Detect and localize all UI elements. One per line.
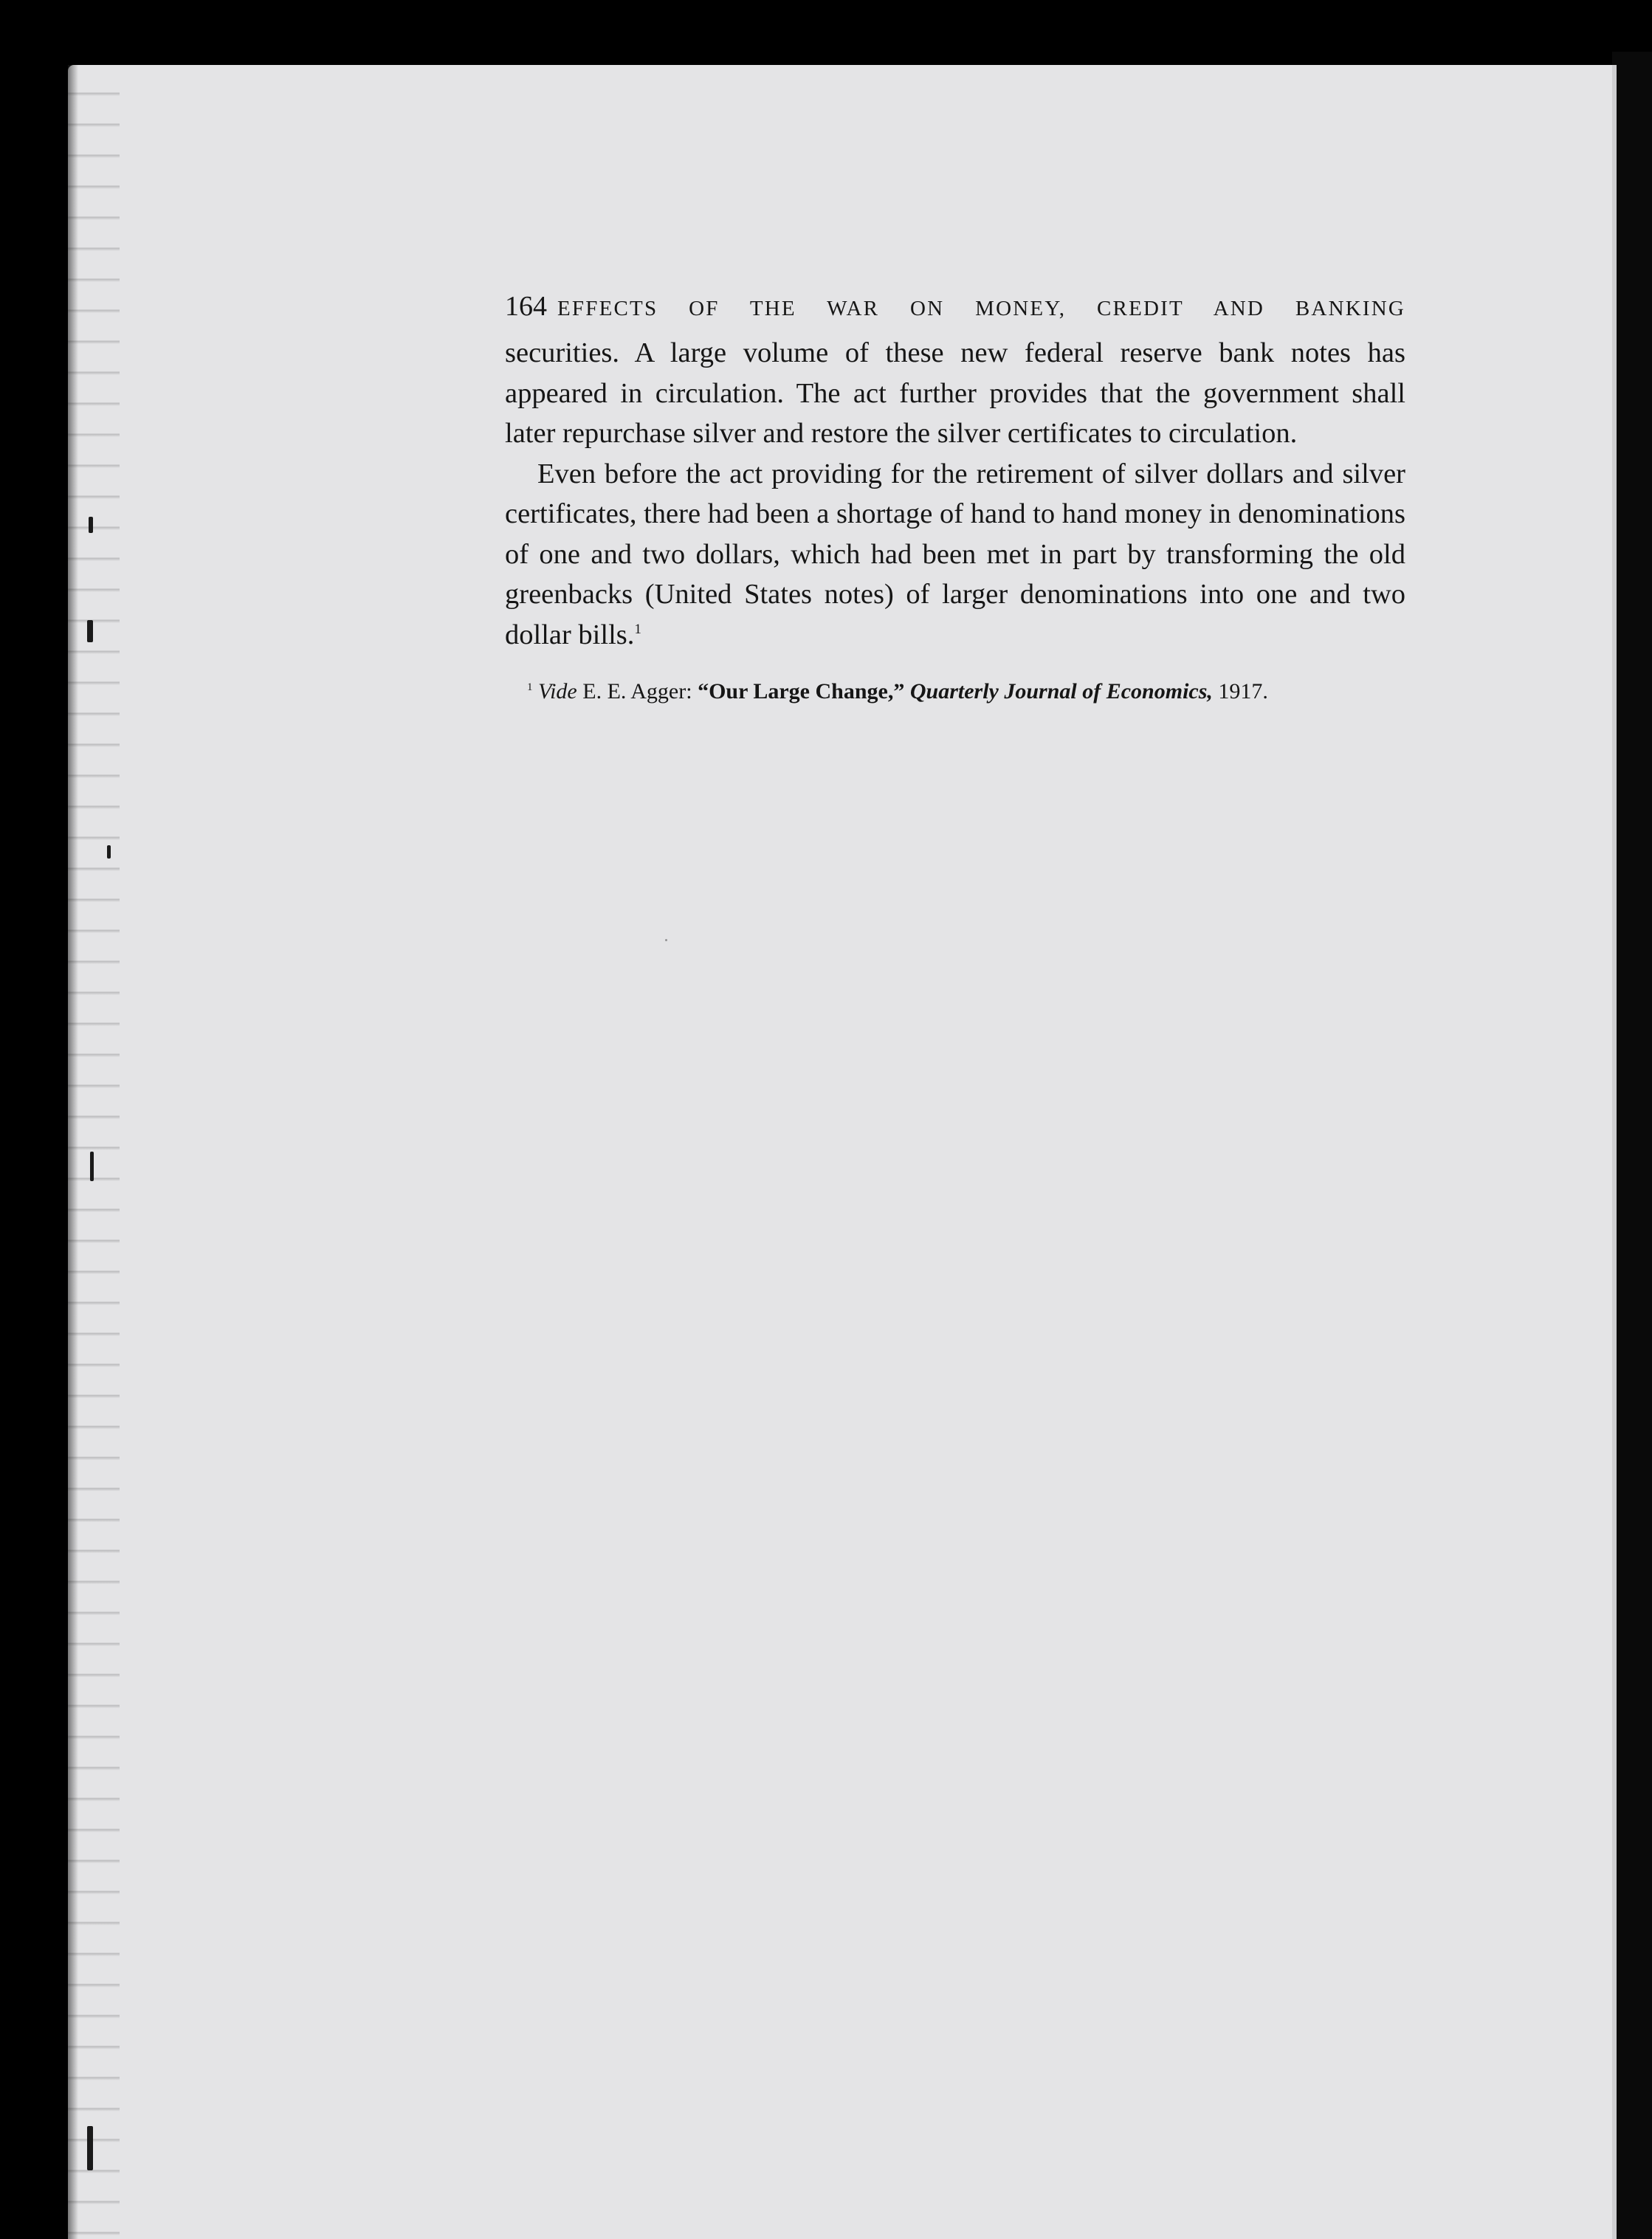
- footnote-journal: Quarterly Journal of Economics,: [909, 679, 1213, 704]
- page-text: [505, 290, 1405, 725]
- footnote-marker: 1: [527, 681, 533, 693]
- footnote-reference: 1: [634, 621, 641, 637]
- edge-mark: [87, 2126, 93, 2170]
- footnote-author: E. E. Agger:: [582, 679, 692, 704]
- footnote-year: 1917.: [1218, 679, 1268, 704]
- footnote: [505, 680, 1405, 703]
- paragraph-text: Even before the act providing for the retirement of silver dollars and silver certificates, there had been a shortage of hand to hand money in denominations of one and two dollars, which had been met in part by transforming the old greenbacks (United States notes) of larger denominations into one and two dollar bills.: [505, 458, 1405, 650]
- spine-edge: [1612, 65, 1617, 2239]
- footnote-vide: Vide: [538, 679, 577, 704]
- body-paragraph: [505, 333, 1405, 454]
- page-number: 164: [505, 291, 547, 322]
- edge-mark: [90, 1152, 94, 1181]
- book-spine: [1612, 52, 1652, 2239]
- edge-mark: [87, 620, 93, 642]
- running-head: [505, 290, 1405, 323]
- footnote-article: “Our Large Change,”: [698, 679, 905, 704]
- page-edge-shadow: [68, 65, 78, 2239]
- edge-mark: [665, 939, 667, 941]
- edge-mark: [107, 845, 111, 859]
- edge-mark: [89, 517, 93, 533]
- body-paragraph: [505, 454, 1405, 656]
- paragraph-text: securities. A large volume of these new federal reserve bank notes has appeared in circulation. The act further provides that the government shall later repurchase silver and restore the silver certificates to circulation.: [505, 337, 1405, 449]
- running-head-title: EFFECTS OF THE WAR ON MONEY, CREDIT AND BANKING: [557, 297, 1405, 320]
